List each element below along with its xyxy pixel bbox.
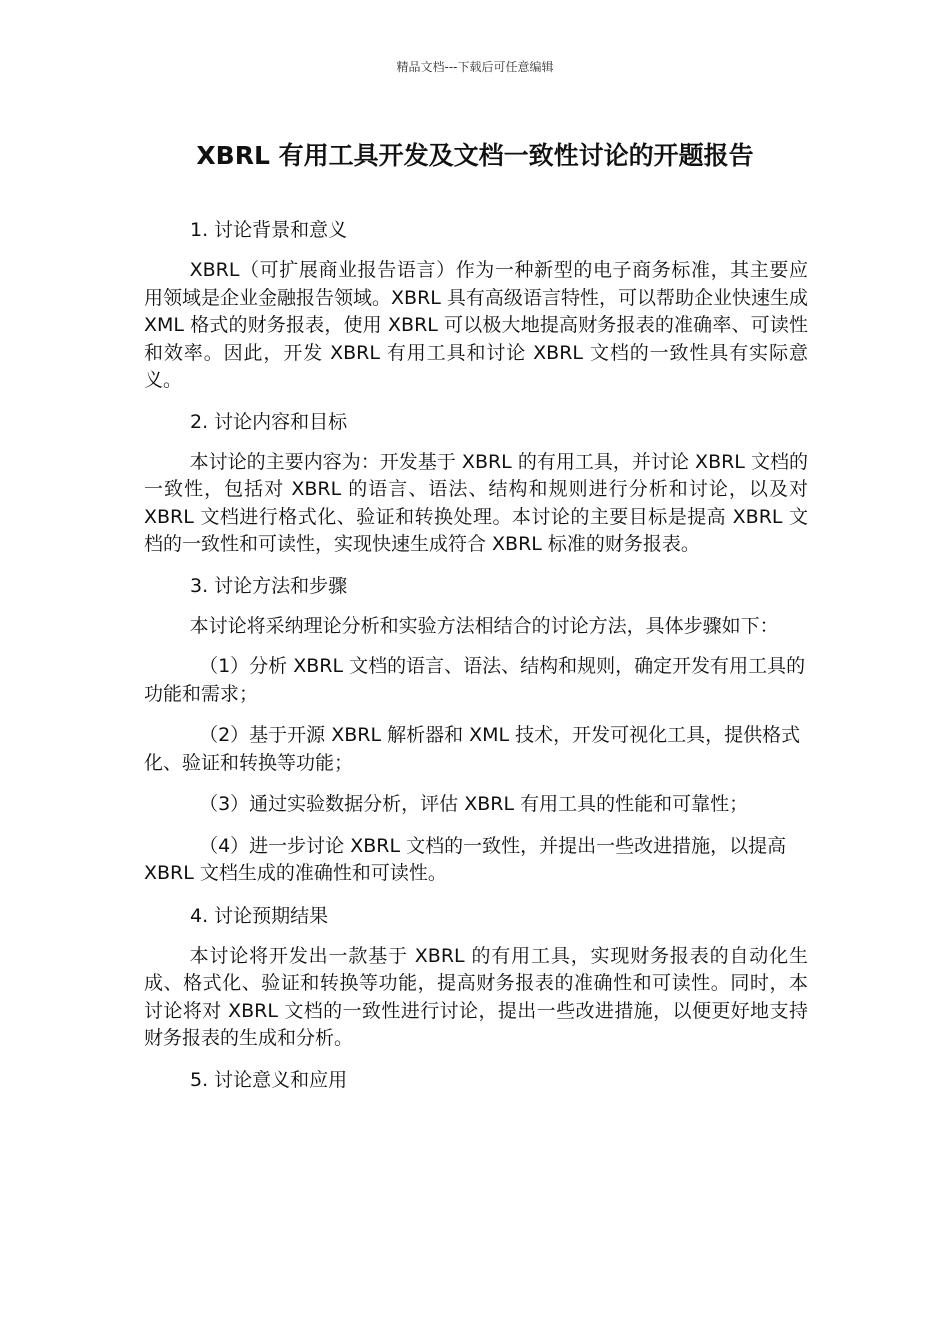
section-heading-2: 2. 讨论内容和目标 <box>190 410 348 433</box>
document-title: XBRL 有用工具开发及文档一致性讨论的开题报告 <box>196 141 754 170</box>
section-paragraph-1: XBRL（可扩展商业报告语言）作为一种新型的电子商务标准，其主要应用领域是企业金融报告领域。XBRL 具有高级语言特性，可以帮助企业快速生成 XML 格式的财务报表，使用 XBRL 可以极大地提高财务报表的准确率、可读性和效率。因此，开发 XBRL 有用工具和讨论 XBRL 文档的一致性具有实际意义。 <box>144 259 808 391</box>
section-heading-5: 5. 讨论意义和应用 <box>190 1068 348 1091</box>
section-heading-4: 4. 讨论预期结果 <box>190 904 329 927</box>
section-heading-3: 3. 讨论方法和步骤 <box>190 574 348 597</box>
section-paragraph-4: 本讨论将开发出一款基于 XBRL 的有用工具，实现财务报表的自动化生成、格式化、验证和转换等功能，提高财务报表的准确性和可读性。同时，本讨论将对 XBRL 文档的一致性进行讨论，提出一些改进措施，以便更好地支持财务报表的生成和分析。 <box>144 944 808 1049</box>
section-heading-1: 1. 讨论背景和意义 <box>190 219 348 241</box>
method-step-2: （2）基于开源 XBRL 解析器和 XML 技术，开发可视化工具，提供格式化、验证和转换等功能； <box>144 724 801 774</box>
section-paragraph-2: 本讨论的主要内容为：开发基于 XBRL 的有用工具，并讨论 XBRL 文档的一致性，包括对 XBRL 的语言、语法、结构和规则进行分析和讨论，以及对 XBRL 文档进行格式化、验证和转换处理。本讨论的主要目标是提高 XBRL 文档的一致性和可读性，实现快速生成符合 XBRL 标准的财务报表。 <box>144 450 808 555</box>
method-step-1: （1）分析 XBRL 文档的语言、语法、结构和规则，确定开发有用工具的功能和需求； <box>144 655 806 705</box>
header-note: 精品文档---下载后可任意编辑 <box>396 60 554 74</box>
document-body <box>144 216 808 1107</box>
method-step-4: （4）进一步讨论 XBRL 文档的一致性，并提出一些改进措施，以提高 XBRL 文档生成的准确性和可读性。 <box>144 834 787 884</box>
section-paragraph-3: 本讨论将采纳理论分析和实验方法相结合的讨论方法，具体步骤如下： <box>189 614 779 637</box>
method-step-3: （3）通过实验数据分析，评估 XBRL 有用工具的性能和可靠性； <box>199 793 749 815</box>
